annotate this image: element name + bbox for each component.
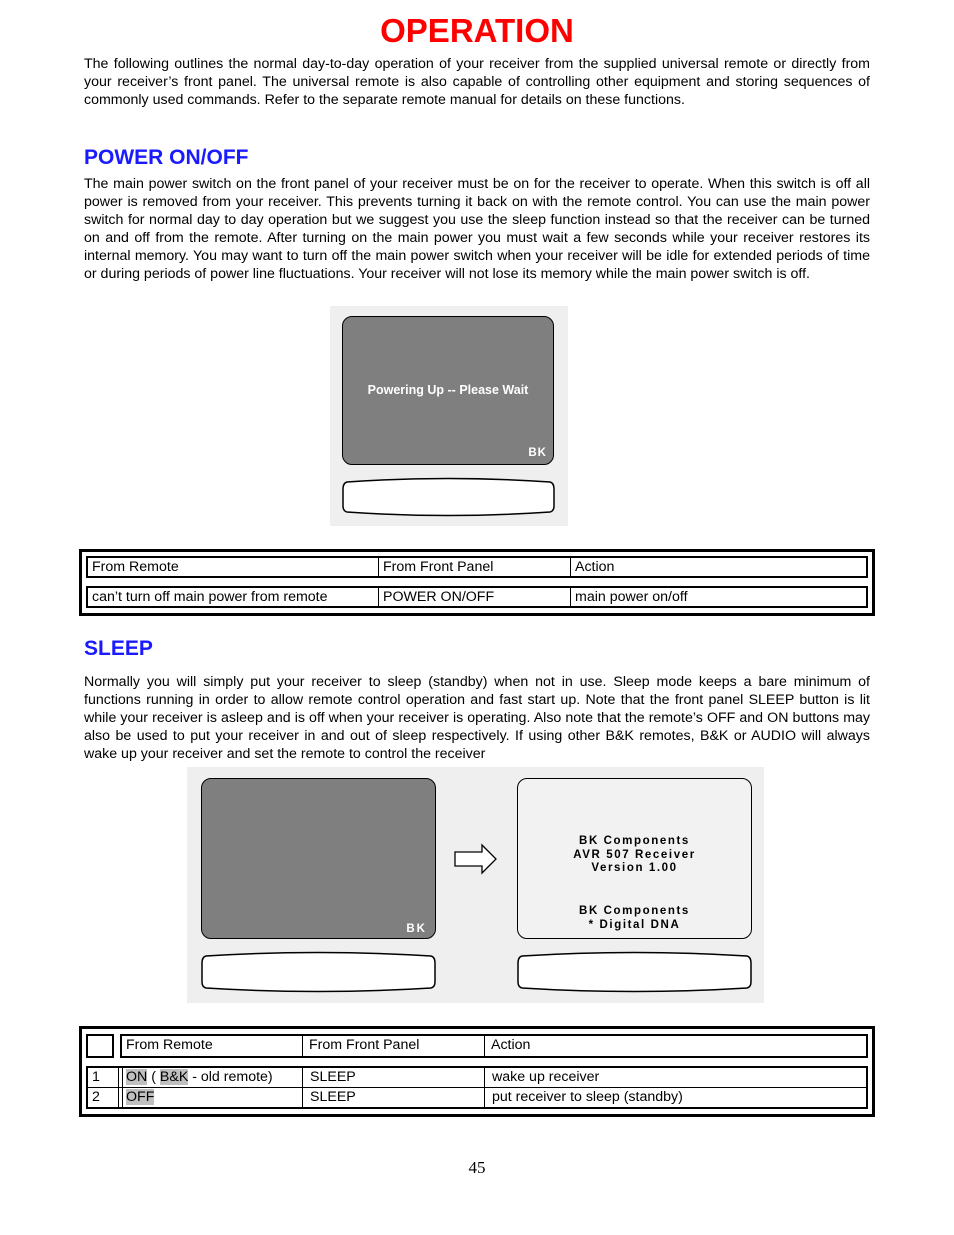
cell-front-panel: SLEEP xyxy=(310,1069,356,1085)
remote-key-off: OFF xyxy=(126,1089,155,1105)
power-up-figure xyxy=(330,306,568,526)
display-brand-logo: BK xyxy=(406,923,427,935)
power-table xyxy=(79,549,875,616)
row-number: 1 xyxy=(92,1069,100,1085)
page-number: 45 xyxy=(468,1158,486,1177)
cell-front-panel: POWER ON/OFF xyxy=(383,589,495,605)
power-paragraph: The main power switch on the front panel of your receiver must be on for the receiver to operate. When this switch is off all power is removed from your receiver. This prevents turning it back on with the remote control. You can use the main power switch for normal day to day operation but we suggest you use the sleep function instead so that the receiver can be turned on and off from the remote. After turning on the main power you must wait a few seconds while your receiver restores its internal memory. You may want to turn off the main power switch when your receiver will be idle for extended periods of time or during periods of power line fluctuations. Your receiver will not lose its memory while the main power switch is off. xyxy=(84,176,870,282)
page-title: OPERATION xyxy=(380,12,574,49)
lcd-line: AVR 507 Receiver xyxy=(573,848,696,861)
display-brand-logo: BK xyxy=(528,447,547,459)
row-number: 2 xyxy=(92,1089,100,1105)
header-action: Action xyxy=(491,1037,531,1053)
lcd-line: * Digital DNA xyxy=(588,918,681,931)
header-front-panel: From Front Panel xyxy=(383,559,494,575)
receiver-display xyxy=(342,316,554,465)
lcd-info-top xyxy=(518,835,751,876)
receiver-display-on xyxy=(517,778,752,939)
table-body xyxy=(86,1066,868,1109)
sleep-figure xyxy=(187,767,764,1003)
remote-key-on: ON xyxy=(126,1069,148,1085)
sleep-table xyxy=(79,1026,875,1117)
cell-action: main power on/off xyxy=(575,589,688,605)
cell-front-panel: SLEEP xyxy=(310,1089,356,1105)
cell-action: wake up receiver xyxy=(492,1069,600,1085)
header-front-panel: From Front Panel xyxy=(309,1037,420,1053)
cell-from-remote xyxy=(124,1088,304,1107)
receiver-base-shape xyxy=(516,951,753,993)
table-header-row xyxy=(120,1034,868,1058)
remote-key-bk: B&K xyxy=(159,1069,189,1085)
display-message: Powering Up -- Please Wait xyxy=(367,383,529,397)
lcd-line: BK Components xyxy=(579,905,690,917)
receiver-base-shape xyxy=(341,477,556,517)
receiver-base-shape xyxy=(200,951,437,993)
cell-from-remote xyxy=(124,1068,304,1087)
receiver-display-off xyxy=(201,778,436,939)
table-row xyxy=(86,586,868,608)
lcd-line: BK Components xyxy=(579,835,690,847)
arrow-right-icon xyxy=(453,843,499,875)
header-from-remote: From Remote xyxy=(92,559,179,575)
cell-from-remote: can’t turn off main power from remote xyxy=(92,589,328,605)
header-action: Action xyxy=(575,559,615,575)
cell-action: put receiver to sleep (standby) xyxy=(492,1089,683,1105)
lcd-line: Version 1.00 xyxy=(591,862,678,874)
lcd-info-bottom xyxy=(518,905,751,932)
header-from-remote: From Remote xyxy=(126,1037,213,1053)
row-number-header xyxy=(86,1034,114,1058)
cell-text: - old remote) xyxy=(188,1069,273,1085)
sleep-heading: SLEEP xyxy=(84,637,153,660)
cell-text: ( xyxy=(147,1069,160,1085)
sleep-paragraph: Normally you will simply put your receiver to sleep (standby) when not in use. Sleep mode keeps a bare minimum of functions running in order to allow remote control operation and fast start up. Note that the front panel SLEEP button is lit while your receiver is asleep and is off when your receiver is operating. Also note that the remote’s OFF and ON buttons may also be used to put your receiver in and out of sleep respectively. If using other B&K remotes, B&K or AUDIO will always wake up your receiver and set the remote to control the receiver xyxy=(84,674,870,762)
intro-paragraph: The following outlines the normal day-to-day operation of your receiver from the supplied universal remote or directly from your receiver’s front panel. The universal remote is also capable of controlling other equipment and storing sequences of commonly used commands. Refer to the separate remote manual for details on these functions. xyxy=(84,56,870,108)
power-heading: POWER ON/OFF xyxy=(84,146,249,169)
table-header-row xyxy=(86,556,868,578)
